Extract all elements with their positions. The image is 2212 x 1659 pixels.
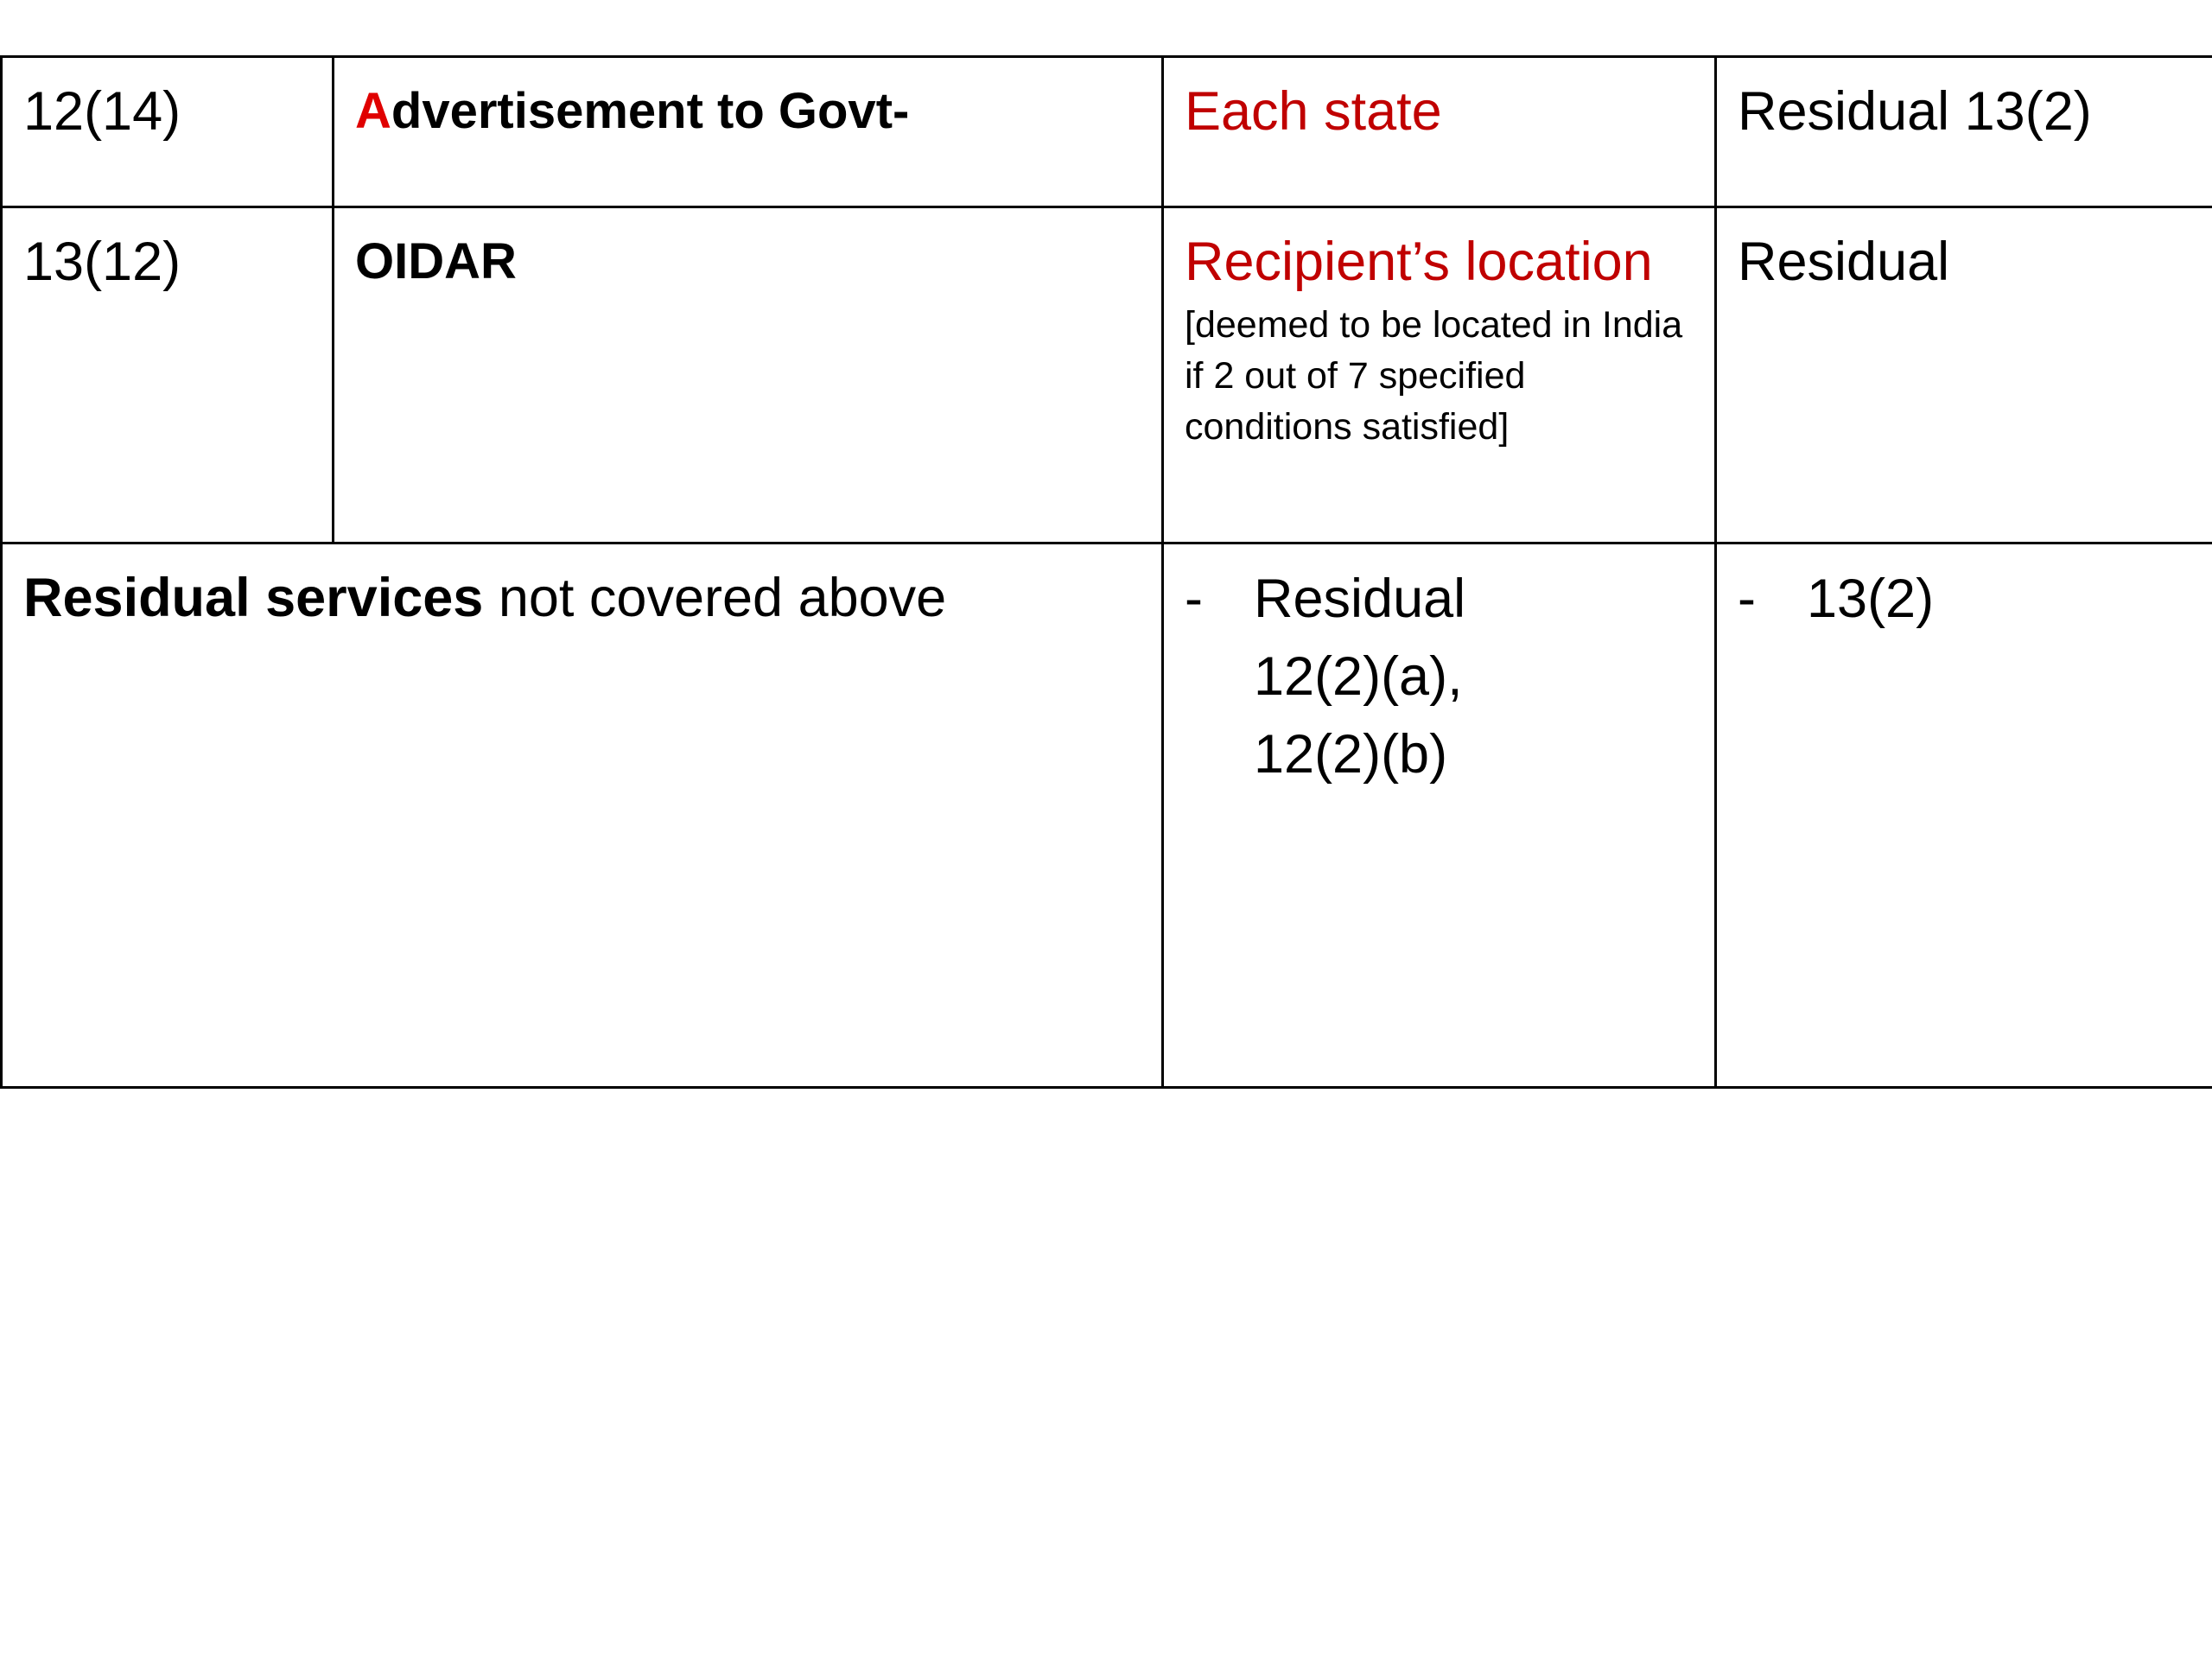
residual-place-text [1254,560,1694,793]
place-of-supply-cell [1163,207,1716,543]
residual-place-list [1185,560,1694,793]
residual-label-rest: not covered above [483,568,947,628]
foreign-value: Residual 13(2) [1738,81,2092,142]
place-of-supply-table [0,55,2212,1089]
service-cell [334,207,1163,543]
table-row [2,207,2212,543]
place-of-supply-note: [deemed to be located in India if 2 out of 7 specified conditions satisfied] [1185,304,1683,448]
list-dash: - [1185,569,1203,629]
section-number: 12(14) [23,81,181,142]
foreign-cell [1716,57,2212,207]
list-dash: - [1738,569,1756,629]
residual-label-cell [2,543,1163,1088]
foreign-value: Residual [1738,232,1950,292]
residual-foreign-list [1738,560,2191,638]
residual-place-line: Residual [1254,569,1466,629]
residual-place-line: 12(2)(b) [1254,724,1448,785]
section-cell [2,207,334,543]
foreign-cell [1716,543,2212,1088]
foreign-cell [1716,207,2212,543]
service-name: dvertisement to Govt- [391,83,910,139]
section-cell [2,57,334,207]
table-row [2,57,2212,207]
section-number: 13(12) [23,232,181,292]
place-of-supply-value: Recipient’s location [1185,232,1653,292]
residual-foreign-value: 13(2) [1807,569,1935,629]
service-cell [334,57,1163,207]
service-initial-letter: A [355,83,391,139]
place-of-supply-value: Each state [1185,81,1442,142]
residual-place-line: 12(2)(a), [1254,646,1463,707]
place-of-supply-cell [1163,57,1716,207]
service-name: OIDAR [355,233,517,289]
place-of-supply-cell [1163,543,1716,1088]
residual-label-bold: Residual services [23,568,484,628]
table-row [2,543,2212,1088]
